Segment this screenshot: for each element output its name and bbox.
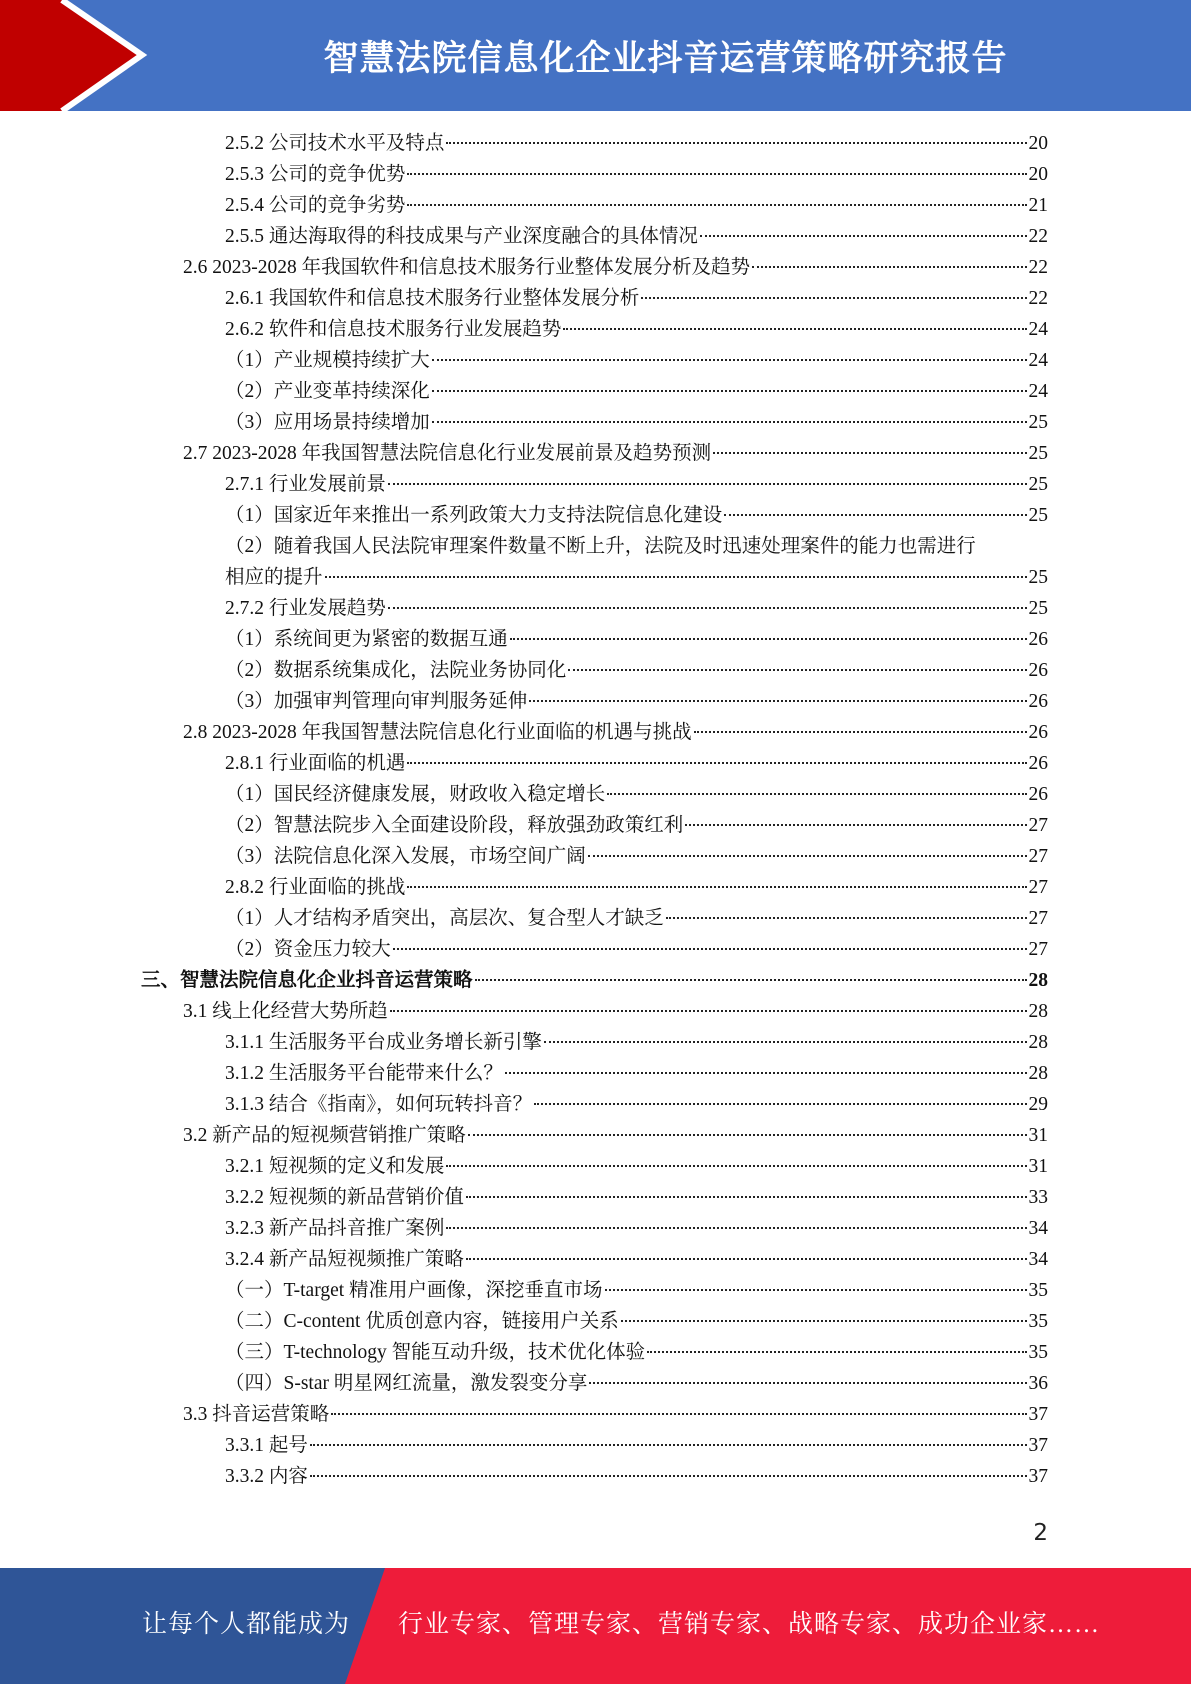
toc-entry[interactable]: 3.2.4 新产品短视频推广策略 34 [225, 1249, 1048, 1270]
toc-entry[interactable]: （一）T-target 精准用户画像，深挖垂直市场 35 [225, 1280, 1048, 1301]
toc-entry[interactable]: 2.5.3 公司的竞争优势 20 [225, 164, 1048, 185]
toc-entry-first-line[interactable]: （2）随着我国人民法院审理案件数量不断上升，法院及时迅速处理案件的能力也需进行 [225, 536, 976, 557]
toc-entry[interactable]: 2.5.5 通达海取得的科技成果与产业深度融合的具体情况 22 [225, 226, 1048, 247]
toc-entry[interactable]: （1）系统间更为紧密的数据互通 26 [225, 629, 1048, 650]
toc-entry[interactable]: （四）S-star 明星网红流量，激发裂变分享 36 [225, 1373, 1048, 1394]
toc-entry[interactable]: 2.6 2023-2028 年我国软件和信息技术服务行业整体发展分析及趋势 22 [183, 257, 1048, 278]
toc-entry[interactable]: 2.6.1 我国软件和信息技术服务行业整体发展分析 22 [225, 288, 1048, 309]
toc-entry[interactable]: 2.5.4 公司的竞争劣势 21 [225, 195, 1048, 216]
report-title: 智慧法院信息化企业抖音运营策略研究报告 [323, 38, 1008, 79]
page-header [0, 0, 1191, 111]
toc-entry[interactable]: （2）产业变革持续深化 24 [225, 381, 1048, 402]
page-footer [0, 1568, 1191, 1684]
toc-entry[interactable]: （1）国家近年来推出一系列政策大力支持法院信息化建设 25 [225, 505, 1048, 526]
toc-entry[interactable]: （3）法院信息化深入发展，市场空间广阔 27 [225, 846, 1048, 867]
page-number: 2 [1033, 1520, 1048, 1546]
toc-entry[interactable]: （三）T-technology 智能互动升级，技术优化体验 35 [225, 1342, 1048, 1363]
toc-entry[interactable]: （二）C-content 优质创意内容，链接用户关系 35 [225, 1311, 1048, 1332]
toc-entry[interactable]: 3.3.1 起号 37 [225, 1435, 1048, 1456]
toc-entry[interactable]: 2.8.1 行业面临的机遇 26 [225, 753, 1048, 774]
toc-entry[interactable]: 3.3.2 内容 37 [225, 1466, 1048, 1487]
toc-entry[interactable]: （2）智慧法院步入全面建设阶段，释放强劲政策红利 27 [225, 815, 1048, 836]
toc-chapter-entry[interactable]: 三、智慧法院信息化企业抖音运营策略 28 [141, 970, 1048, 991]
footer-roles: 行业专家、管理专家、营销专家、战略专家、成功企业家…… [398, 1611, 1101, 1638]
toc-entry[interactable]: （3）加强审判管理向审判服务延伸 26 [225, 691, 1048, 712]
toc-entry[interactable]: 2.7 2023-2028 年我国智慧法院信息化行业发展前景及趋势预测 25 [183, 443, 1048, 464]
toc-entry[interactable]: 2.8.2 行业面临的挑战 27 [225, 877, 1048, 898]
toc-entry[interactable]: 3.2.1 短视频的定义和发展 31 [225, 1156, 1048, 1177]
toc-entry[interactable]: 3.1 线上化经营大势所趋 28 [183, 1001, 1048, 1022]
toc-entry[interactable]: 2.7.1 行业发展前景 25 [225, 474, 1048, 495]
toc-entry[interactable]: 相应的提升 25 [225, 567, 1048, 588]
toc-entry[interactable]: 2.8 2023-2028 年我国智慧法院信息化行业面临的机遇与挑战 26 [183, 722, 1048, 743]
toc-entry[interactable]: （2）资金压力较大 27 [225, 939, 1048, 960]
toc-entry[interactable]: （1）国民经济健康发展，财政收入稳定增长 26 [225, 784, 1048, 805]
header-arrow-decoration [0, 0, 160, 111]
toc-entry[interactable]: （1）产业规模持续扩大 24 [225, 350, 1048, 371]
toc-entry[interactable]: 3.2.2 短视频的新品营销价值 33 [225, 1187, 1048, 1208]
toc-entry[interactable]: （1）人才结构矛盾突出，高层次、复合型人才缺乏 27 [225, 908, 1048, 929]
toc-entry[interactable]: 3.1.3 结合《指南》，如何玩转抖音？ 29 [225, 1094, 1048, 1115]
toc-entry[interactable]: 3.2 新产品的短视频营销推广策略 31 [183, 1125, 1048, 1146]
toc-entry[interactable]: （3）应用场景持续增加 25 [225, 412, 1048, 433]
toc-entry[interactable]: 2.6.2 软件和信息技术服务行业发展趋势 24 [225, 319, 1048, 340]
toc-entry[interactable]: 2.7.2 行业发展趋势 25 [225, 598, 1048, 619]
toc-entry[interactable]: 3.2.3 新产品抖音推广案例 34 [225, 1218, 1048, 1239]
toc-entry[interactable]: （2）数据系统集成化，法院业务协同化 26 [225, 660, 1048, 681]
toc-entry[interactable]: 3.1.2 生活服务平台能带来什么？ 28 [225, 1063, 1048, 1084]
toc-entry[interactable]: 3.1.1 生活服务平台成业务增长新引擎 28 [225, 1032, 1048, 1053]
toc-entry[interactable]: 2.5.2 公司技术水平及特点 20 [225, 133, 1048, 154]
footer-slogan: 让每个人都能成为 [142, 1611, 351, 1638]
toc-entry[interactable]: 3.3 抖音运营策略 37 [183, 1404, 1048, 1425]
